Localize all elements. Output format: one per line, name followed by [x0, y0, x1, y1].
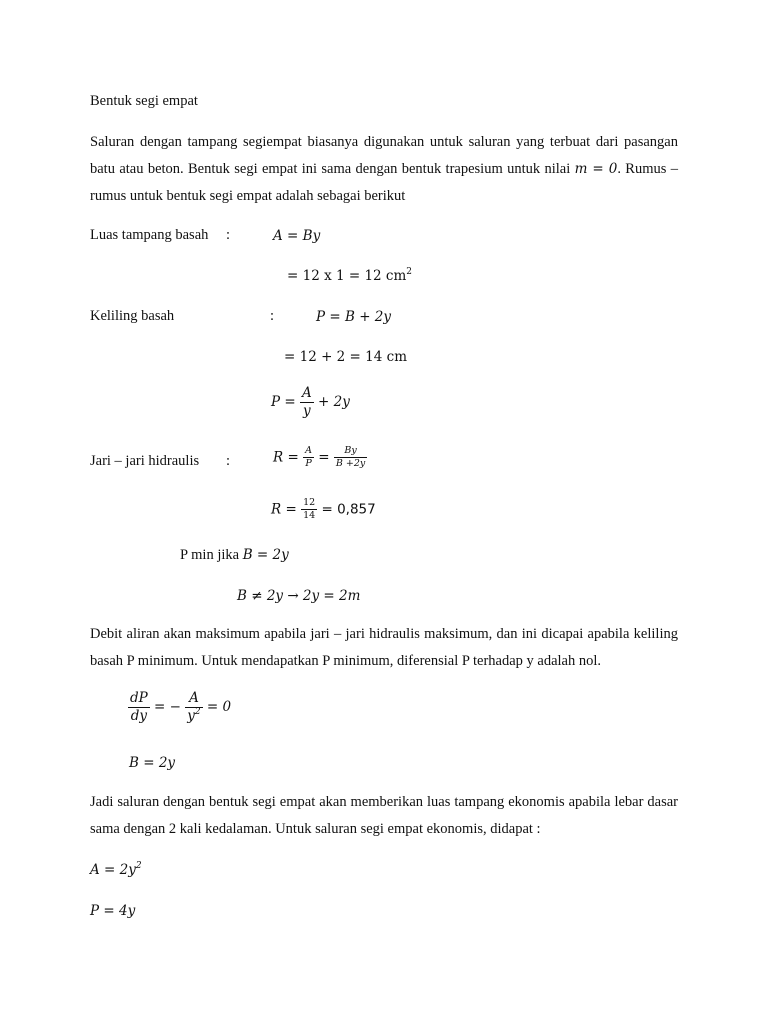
derivative-minus: = − — [154, 698, 181, 715]
luas-calc-exponent: 2 — [406, 267, 413, 277]
jari-calc-lhs: R = — [271, 501, 297, 518]
luas-calc — [287, 268, 412, 284]
derivative-fraction — [128, 690, 150, 725]
keliling-fraction — [300, 385, 314, 420]
luas-colon: : — [226, 227, 231, 243]
jari-calc-denominator: 14 — [303, 510, 316, 522]
pmin-text: P min jika — [180, 547, 240, 563]
keliling-frac-denominator: y — [303, 402, 311, 419]
intro-text: Saluran dengan tampang segiempat biasanya digunakan untuk saluran yang terbuat dari pasangan batu atau beton. Bentuk segi empat ini sama dengan bentuk trapesium untuk nilai — [90, 134, 678, 177]
keliling-fraction-formula — [271, 385, 350, 420]
section-title: Bentuk segi empat — [90, 93, 198, 109]
keliling-label: Keliling basah — [90, 308, 175, 324]
final-area-formula — [90, 862, 142, 878]
derivative-equation — [128, 690, 231, 725]
jari-f2-numerator: By — [334, 445, 367, 458]
final-perimeter-formula: P = 4y — [90, 903, 136, 919]
luas-calc-text: = 12 x 1 = 12 cm — [287, 268, 407, 284]
jari-f1-numerator: A — [303, 445, 314, 458]
jari-fraction-by — [334, 445, 367, 471]
pmin-line — [180, 547, 289, 564]
jari-calc — [271, 497, 376, 523]
jari-label: Jari – jari hidraulis — [90, 453, 200, 469]
jari-formula — [273, 445, 367, 471]
derivative-rhs: = 0 — [206, 698, 232, 715]
final-area-text: A = 2y — [90, 862, 136, 878]
luas-label: Luas tampang basah — [90, 227, 209, 243]
intro-text-end: . Rumus – rumus untuk bentuk segi empat adalah sebagai berikut — [90, 161, 678, 204]
jari-f1-denominator: P — [305, 458, 312, 470]
derivative-y-exponent: 2 — [194, 706, 201, 717]
jari-fraction-a-p — [303, 445, 314, 471]
intro-m-equation: m = 0 — [574, 161, 618, 177]
derivative-y2-denominator — [185, 708, 202, 725]
derivative-denominator: dy — [130, 707, 147, 724]
luas-formula: A = By — [273, 228, 321, 244]
keliling-formula: P = B + 2y — [316, 309, 392, 325]
keliling-calc: = 12 + 2 = 14 cm — [284, 349, 407, 365]
intro-paragraph — [90, 129, 678, 210]
keliling-frac-numerator: A — [301, 385, 312, 401]
jadi-paragraph: Jadi saluran dengan bentuk segi empat akan memberikan luas tampang ekonomis apabila lebar dasar sama dengan 2 kali kedalaman. Untuk saluran segi empat ekonomis, didapat : — [90, 794, 678, 837]
jari-colon: : — [226, 453, 231, 469]
derivative-a-numerator: A — [185, 690, 202, 708]
keliling-frac-rhs: + 2y — [318, 393, 350, 410]
keliling-frac-lhs: P = — [271, 393, 296, 410]
jari-calc-numerator: 12 — [301, 497, 317, 510]
derivative-y: y — [187, 707, 195, 724]
final-area-exponent: 2 — [135, 861, 142, 871]
debit-paragraph: Debit aliran akan maksimum apabila jari – jari hidraulis maksimum, dan ini dicapai apabila keliling basah P minimum. Untuk mendapatkan P minimum, diferensial P terhadap y adalah nol. — [90, 626, 678, 669]
derivative-a-y2-fraction — [185, 690, 202, 725]
pmin-condition: B ≠ 2y → 2y = 2m — [237, 588, 361, 604]
jari-lhs: R = — [273, 449, 299, 466]
jari-equals: = — [318, 449, 330, 466]
keliling-colon: : — [270, 308, 275, 324]
jari-f2-denominator: B +2y — [335, 458, 366, 470]
derivative-result: B = 2y — [129, 755, 176, 771]
jari-calc-fraction — [301, 497, 317, 523]
pmin-formula: B = 2y — [242, 547, 289, 563]
derivative-numerator: dP — [130, 690, 148, 706]
jari-calc-rhs: = 0,857 — [321, 501, 376, 518]
